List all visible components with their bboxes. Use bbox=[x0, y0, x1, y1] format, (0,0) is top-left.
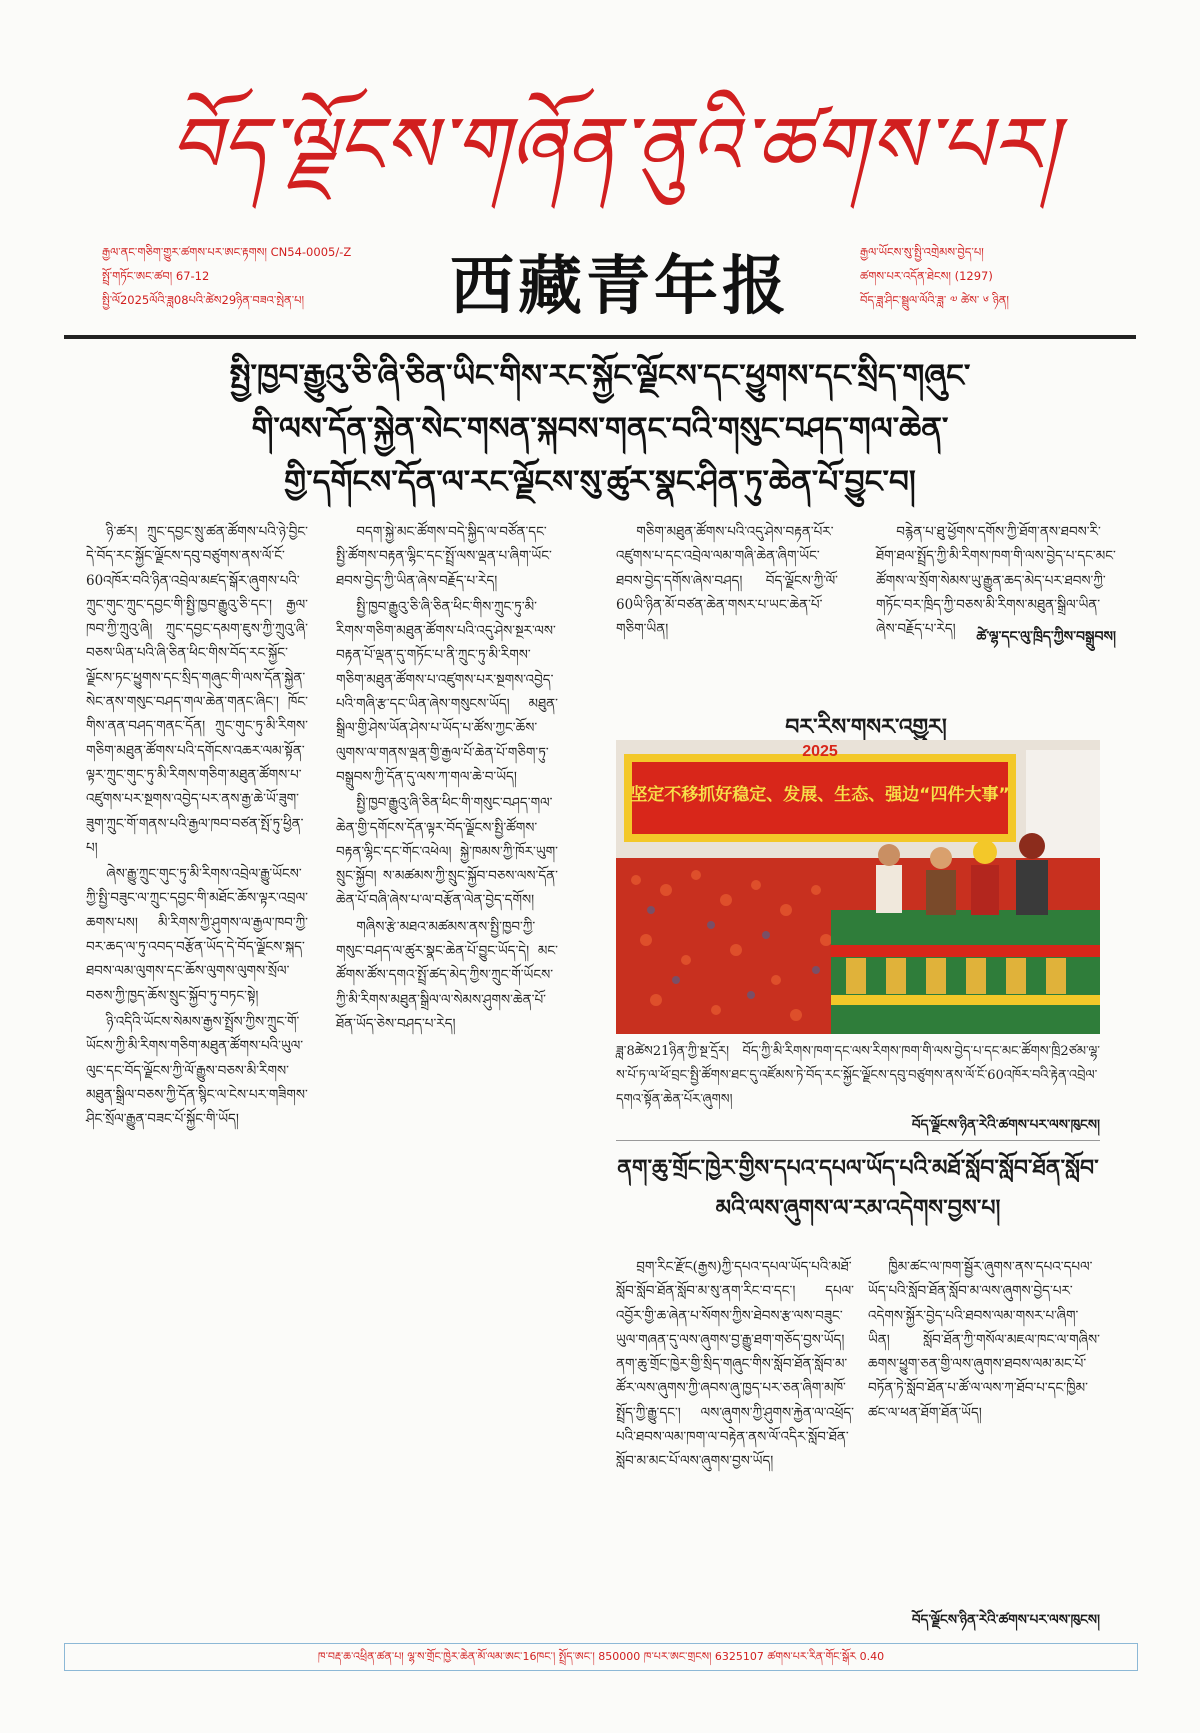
second-headline: ནག་ཆུ་གྲོང་ཁྱེར་གྱིས་དཔའ་དཔལ་ཡོད་པའི་མཐོ་སློབ་སློབ་ཐོན་སློབ་མའི་ལས་ཞུགས་ལ་རམ་འདེགས་བྱས་པ། bbox=[617, 1155, 1099, 1221]
second-byline: བོད་ལྗོངས་ཉིན་རེའི་ཚགས་པར་ལས་ཁུངས། bbox=[911, 1612, 1100, 1628]
masthead bbox=[60, 90, 1140, 340]
paragraph: བརྙེན་པ་ཐུ་ཕྱོགས་དགོས་ཀྱི་ཐོག་ནས་ཐབས་རི་ཐོག་ཐལ་སྤྲོད་ཀྱི་མི་རིགས་ཁག་གི་ལས་བྱེད་པ་དང་མང་ཚོགས་ལ་སྲོག་སེམས་ཡུ་རྒྱུན་ཆད་མེད་པར་ཐབས་ཀྱི་གཏོང་བར་ཁྲིད་ཀྱི་བཅས་མི་རིགས་མཐུན་སྒྲིལ་ཡིན་ཞེས་བརྗོད་པ་རེད། bbox=[876, 524, 1116, 638]
column-1 bbox=[86, 520, 308, 1625]
byline: ཚེ་ལྷ་དང་ལུ་ཁྲིད་ཀྱིས་བསྒྲུབས། bbox=[976, 629, 1116, 645]
headline-line: གྱི་དགོངས་དོན་ལ་རང་ལྗོངས་སུ་ཚུར་སྣང་ཤིན་ཏུ་ཆེན་པོ་བྱུང་བ། bbox=[284, 464, 916, 500]
paragraph: གཅིག་མཐུན་ཚོགས་པའི་འདུ་ཤེས་བརྟན་པོར་འཛུགས་པ་དང་འབྲེལ་ལམ་གཞི་ཆེན་ཞིག་ཡོང་ཐབས་བྱེད་དགོས་ཞེས་བཤད། བོད་ལྗོངས་ཀྱི་ལོ་60ཡི་ཉིན་མོ་བཙན་ཆེན་གསར་པ་ཡང་ཆེན་པོ་གཅིག་ཡིན། bbox=[616, 524, 838, 638]
masthead-divider bbox=[64, 335, 1136, 339]
footer-imprint: ཁ་བརྡ་ཆ་འཕྲིན་ཚན་པ། ལྷ་ས་གྲོང་ཁྱེར་ཆེན་མོ་ལམ་ཨང་16ཁང་། སྤྲོད་ཨང་། 850000 ཁ་པར་ཨང་གྲངས། 6325107 ཚགས་པར་རིན་གོང་སྒོར 0.40 bbox=[64, 1643, 1138, 1671]
meta-left-line: སྤྱི་ལོ2025ལོའི་ཟླ08པའི་ཚེས29ཉིན་བཟའ་སྤེན་པ། bbox=[102, 293, 305, 307]
meta-left-line: རྒྱལ་ནང་གཅིག་གྱུར་ཚགས་པར་ཨང་རྟགས། CN54-0005/-Z bbox=[102, 245, 352, 259]
paragraph: སྤྱི་ཁྱབ་རྒྱུའུ་ཅི་ཞི་ཅིན་ཕིང་གིས་ཀྲུང་ཏུ་མི་རིགས་གཅིག་མཐུན་ཚོགས་པའི་འདུ་ཤེས་སྔར་ལས་བརྟན་པོ་ལྡན་དུ་གཏོང་པ་ནི་ཀྲུང་ཏུ་མི་རིགས་གཅིག་མཐུན་ཚོགས་པ་འཛུགས་པར་སྔགས་འབྱེད་པའི་གཞི་རྩ་དང་ཡིན་ཞེས་གསུངས་ཡོད། མཐུན་སྒྲིལ་གྱི་ཤེས་ཡོན་ཤེས་པ་ཡོད་པ་ཚོས་ཀྱང་ཆོས་ལུགས་ལ་གནས་ལྡན་གྱི་རྒྱལ་པོ་ཆེན་པོ་གཅིག་ཏུ་བསྒྲུབས་ཀྱི་དོན་དུ་ལས་ཀ་གལ་ཆེ་བ་ཡོད། bbox=[336, 598, 558, 785]
paragraph: ཉི་ཚར། ཀྲུང་དབྱང་སྲུ་ཚན་ཚོགས་པའི་ཉེ་བྱིང་དེ་བོད་རང་སྐྱོང་ལྗོངས་དབུ་བཙུགས་ནས་ལོ་ངོ་60འཁོར་བའི་ཉིན་འབྲེལ་མཛད་སྒོར་ཞུགས་པའི་ཀྲུང་གུང་ཀྲུང་དབྱང་གི་སྤྱི་ཁྱབ་རྒྱུའུ་ཅི་དང་། རྒྱལ་ཁབ་ཀྱི་ཀྲུའུ་ཞི། ཀྲུང་དབྱང་དམག་ཇུས་ཀྱི་ཀྲུའུ་ཞི་བཅས་ཡིན་པའི་ཞི་ཅིན་ཕིང་གིས་བོད་རང་སྐྱོང་ལྗོངས་ཏང་ཕྱུགས་དང་སྲིད་གཞུང་གི་ལས་དོན་སྐྱེན་སེང་ནས་གསུང་བཤད་གལ་ཆེན་གནང་ཞིང་། ཁོང་གིས་ནན་བཤད་གནང་དོན། ཀྲུང་གུང་ཏུ་མི་རིགས་གཅིག་མཐུན་ཚོགས་པའི་དགོངས་འཆར་ལམ་སྟོན་ལྟར་ཀྲུང་གུང་ཏུ་མི་རིགས་གཅིག་མཐུན་ཚོགས་པ་འཛུགས་པར་སྔགས་འབྱེད་པར་ནས་རྒྱ་ཆེ་ཡོ་ཟུག་ཟུག་ཀྲུང་གོ་གནས་པའི་རྒྱལ་ཁབ་བཙན་སྤོ་ཏུ་ཕྱིན་པ། bbox=[86, 524, 308, 856]
paragraph: གཞིས་རྩེ་མཐའ་མཚམས་ནས་སྤྱི་ཁྱབ་ཀྱི་གསུང་བཤད་ལ་ཚུར་སྣང་ཆེན་པོ་བྱུང་ཡོད་དེ། མང་ཚོགས་ཚོས་དགའ་སྤྲོ་ཚད་མེད་ཀྱིས་ཀྲུང་གོ་ཡོངས་ཀྱི་མི་རིགས་མཐུན་སྒྲིལ་ལ་སེམས་ཤུགས་ཆེན་པོ་ཐོན་ཡོད་ཅེས་བཤད་པ་རེད། bbox=[336, 918, 558, 1032]
masthead-title: བོད་ལྗོངས་གཞོན་ནུའི་ཚགས་པར། bbox=[170, 101, 1059, 191]
paragraph: བདག་སྐྱེ་མང་ཚོགས་བདེ་སྐྱིད་ལ་བཙོན་དང་སྤྱི་ཚོགས་བརྟན་ལྷིང་དང་སྤྲོ་ལས་ལྡན་པ་ཞིག་ཡོང་ཐབས་བྱེད་ཀྱི་ཡིན་ཞེས་བརྗོད་པ་རེད། bbox=[336, 524, 552, 589]
meta-right-line: ཚགས་པར་འདོན་ཐེངས། (1297) bbox=[860, 269, 993, 283]
meta-right-line: རྒྱལ་ཡོངས་སུ་སྤྱི་འགྲེམས་བྱེད་པ། bbox=[860, 245, 984, 259]
news-photo bbox=[616, 740, 1100, 1034]
masthead-meta-right bbox=[860, 240, 1009, 312]
column-2 bbox=[336, 520, 558, 1625]
column-3-top bbox=[616, 520, 838, 640]
main-headline bbox=[64, 350, 1136, 509]
headline-line: སྤྱི་ཁྱབ་རྒྱུའུ་ཅི་ཞི་ཅིན་ཡིང་གིས་རང་སྐྱོང་ལྗོངས་དང་ཕྱུགས་དང་སྲིད་གཞུང་ bbox=[229, 358, 971, 394]
meta-right-line: བོད་ཟླ་ཤིང་སྦྲུལ་ལོའི་ཟླ་ ༧ ཚེས་ ༦ ཉིན། bbox=[860, 293, 1009, 307]
photo-byline: བོད་ལྗོངས་ཉིན་རེའི་ཚགས་པར་ལས་ཁུངས། bbox=[911, 1117, 1100, 1133]
paragraph: ཞེས་རྒྱུ་ཀྲུང་གུང་ཏུ་མི་རིགས་འབྲེལ་རྒྱུ་ཡོངས་ཀྱི་སྤྱི་བཟུང་ལ་ཀྲུང་དབྱང་གི་མཐོང་ཆོས་ལྟར་འབྲལ་ཆགས་པས། མི་རིགས་ཀྱི་ཤུགས་ལ་རྒྱལ་ཁབ་ཀྱི་བར་ཆད་ལ་ཏུ་འབད་བརྩོན་ཡོད་དེ་བོད་ལྗོངས་སྐད་ཐབས་ལམ་ལུགས་དང་ཆོས་ལུགས་ལུགས་སྲོལ་བཅས་ཀྱི་ཁྱད་ཆོས་སྲུང་སྐྱོབ་ཏུ་བཏང་སྟེ། bbox=[86, 866, 308, 1004]
banner-year: 2025 bbox=[802, 743, 838, 760]
column-3-bottom bbox=[616, 1255, 854, 1625]
news-photo-illustration bbox=[616, 740, 1100, 1034]
photo-news-heading: བར་རིས་གསར་འགྱུར། bbox=[785, 714, 947, 740]
banner-slogan: 坚定不移抓好稳定、发展、生态、强边“四件大事” bbox=[630, 785, 1010, 805]
paragraph: ཁྱིམ་ཚང་ལ་ཁག་སྦྱོར་ཞུགས་ནས་དཔའ་དཔལ་ཡོད་པའི་སློབ་ཐོན་སློབ་མ་ལས་ཞུགས་བྱེད་པར་འདེགས་སྐྱོར་བྱེད་པའི་ཐབས་ལམ་གསར་པ་ཞིག་ཡིན། སློབ་ཐོན་ཀྱི་གསོལ་མཇལ་ཁང་ལ་གཞིས་ཆགས་ཕྱུག་ཅན་གྱི་ལས་ཞུགས་ཐབས་ལམ་མང་པོ་བཏོན་ཏེ་སློབ་ཐོན་པ་ཚོ་ལ་ལས་ཀ་ཐོབ་པ་དང་ཁྱིམ་ཚང་ལ་ཕན་ཐོག་ཐོན་ཡོད། bbox=[868, 1259, 1100, 1421]
paragraph: སྤྱི་ཁྱབ་རྒྱུའུ་ཞི་ཅིན་ཕིང་གི་གསུང་བཤད་གལ་ཆེན་གྱི་དགོངས་དོན་ལྟར་བོད་ལྗོངས་སྤྱི་ཚོགས་བརྟན་ལྷིང་དང་གོང་འཕེལ། སྐྱེ་ཁམས་ཀྱི་ཁོར་ཡུག་སྲུང་སྐྱོབ། ས་མཚམས་ཀྱི་སྲུང་སྐྱོབ་བཅས་ལས་དོན་ཆེན་པོ་བཞི་ཞེས་པ་ལ་བརྩོན་ལེན་བྱེད་དགོས། bbox=[336, 795, 558, 909]
photo-caption: ཟླ་8ཚེས21ཉིན་ཀྱི་སྔ་དྲོར། བོད་ཀྱི་མི་རིགས་ཁག་དང་ལས་རིགས་ཁག་གི་ལས་བྱེད་པ་དང་མང་ཚོགས་ཁྲི2ཙམ་ལྷ་ས་པོ་ཏ་ལ་ཕོ་བྲང་སྤྱི་ཚོགས་ཐང་དུ་འཛོམས་ཏེ་བོད་རང་སྐྱོང་ལྗོངས་དབུ་བཙུགས་ནས་ལོ་ངོ་60འཁོར་བའི་རྟེན་འབྲེལ་དགའ་སྟོན་ཆེན་པོར་ཞུགས། bbox=[616, 1044, 1100, 1107]
article-columns bbox=[68, 520, 1134, 1635]
chinese-newspaper-name: 西藏青年报 bbox=[450, 249, 790, 324]
section-divider bbox=[616, 1140, 1100, 1141]
meta-left-line: སྤྲོ་གཏོང་ཨང་ཚབ། 67-12 bbox=[102, 269, 210, 283]
paragraph: བྲག་རིང་རྫོང(རྒྱས)ཀྱི་དཔའ་དཔལ་ཡོད་པའི་མཐོ་སློབ་སློབ་ཐོན་སློབ་མ་སུ་ནག་རིང་བ་དང་། དཔལ་འབྱོར་གྱི་ཆ་ཞེན་པ་སོགས་ཀྱིས་ཐེབས་རྩ་ལས་བཟུང་ཡུལ་གཞན་དུ་ལས་ཞུགས་བྱ་རྒྱུ་ཐག་གཅོད་བྱས་ཡོད། ནག་ཆུ་གྲོང་ཁྱེར་གྱི་སྲིད་གཞུང་གིས་སློབ་ཐོན་སློབ་མ་ཚོར་ལས་ཞུགས་ཀྱི་ཞབས་ཞུ་ཁྱད་པར་ཅན་ཞིག་མཁོ་སྤྲོད་ཀྱི་རྒྱུ་དང་། ལས་ཞུགས་ཀྱི་ཤུགས་རྐྱེན་ལ་འཕྲོད་པའི་ཐབས་ལམ་ཁག་ལ་བརྟེན་ནས་ལོ་འདིར་སློབ་ཐོན་སློབ་མ་མང་པོ་ལས་ཞུགས་བྱས་ཡོད། bbox=[616, 1259, 854, 1470]
headline-line: གི་ལས་དོན་སྐྱེན་སེང་གསན་སྐབས་གནང་བའི་གསུང་བཤད་གལ་ཆེན་ bbox=[251, 411, 949, 447]
column-4-bottom bbox=[868, 1255, 1100, 1595]
masthead-meta-left bbox=[102, 240, 351, 312]
paragraph: ཉི་འདིའི་ཡོངས་སེམས་རྒྱས་སྤྲོས་ཀྱིས་ཀྲུང་གོ་ཡོངས་ཀྱི་མི་རིགས་གཅིག་མཐུན་ཚོགས་པའི་ཡུལ་ལུང་དང་བོད་ལྗོངས་ཀྱི་ལོ་རྒྱུས་བཅས་མི་རིགས་མཐུན་སྒྲིལ་བཅས་ཀྱི་དོན་སྙིང་ལ་ངེས་པར་གཟིགས་ཤིང་སྲོལ་རྒྱུན་བཟང་པོ་སྐྱོང་གི་ཡོད། bbox=[86, 1013, 308, 1128]
